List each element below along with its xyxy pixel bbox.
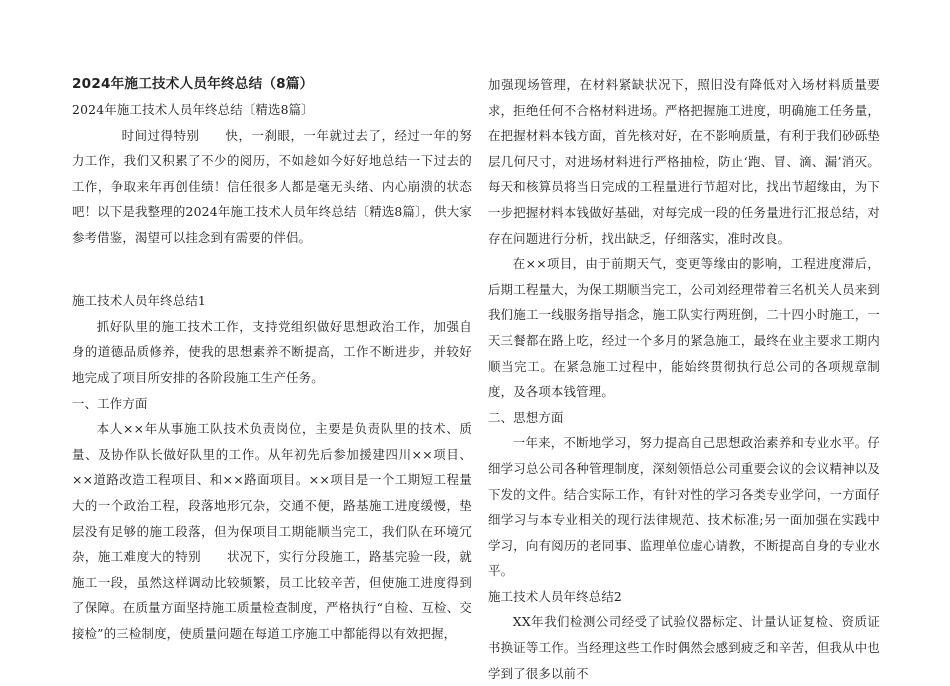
section1-paragraph: 抓好队里的施工技术工作，支持党组织做好思想政治工作，加强自身的道德品质修养，使我的思想素养不断提高，工作不断进步，并较好地完成了项目所安排的各阶段施工生产任务。 bbox=[72, 318, 472, 385]
intro-paragraph: 时间过得特别 快，一刹眼，一年就过去了，经过一年的努力工作，我们又积累了不少的阅历，不如趁如今好好地总结一下过去的工作，争取来年再创佳绩！信任很多人都是毫无头绪、内心崩溃的状态吧！以下是我整理的2024年施工技术人员年终总结〔精选8篇〕，供大家参考借鉴，渴望可以挂念到有需要的伴侣。 bbox=[72, 127, 472, 245]
section-heading-1: 施工技术人员年终总结1 bbox=[72, 293, 206, 309]
blank-line bbox=[72, 276, 472, 288]
part1-heading: 一、工作方面 bbox=[72, 395, 148, 411]
left-column bbox=[72, 72, 472, 646]
document-title: 2024年施工技术人员年终总结（8篇） bbox=[72, 76, 314, 92]
right-paragraph-2: 在××项目，由于前期天气，变更等缘由的影响，工程进度滞后，后期工程量大，为保工期顺当完工，公司刘经理带着三名机关人员来到我们施工一线服务指导指念，施工队实行两班倒，二十四小时施工，一天三餐都在路上吃，经过一个多月的紧急施工，最终在业主要求工期内顺当完工。在紧急施工过程中，能始终贯彻执行总公司的各项规章制度，及各项本钱管理。 bbox=[488, 256, 880, 400]
part2-heading: 二、思想方面 bbox=[488, 409, 564, 425]
right-paragraph-1: 加强现场管理，在材料紧缺状况下，照旧没有降低对入场材料质量要求，拒绝任何不合格材料进场。严格把握施工进度，明确施工任务量，在把握材料本钱方面，首先核对好，在不影响质量，有利于我们砂砾垫层几何尺寸，对进场材料进行严格抽检，防止‘跑、冒、滴、漏’消灭。每天和核算员将当日完成的工程量进行节超对比，找出节超缘由，为下一步把握材料本钱做好基础，对每完成一段的任务量进行汇报总结，对存在问题进行分析，找出缺乏，仔细落实，准时改良。 bbox=[488, 77, 880, 246]
right-column bbox=[488, 72, 880, 686]
section2-paragraph: XX年我们检测公司经受了试验仪器标定、计量认证复检、资质证书换证等工作。当经理这些工作时偶然会感到疲乏和辛苦，但我从中也学到了很多以前不 bbox=[488, 614, 880, 681]
document-subtitle: 2024年施工技术人员年终总结〔精选8篇〕 bbox=[72, 102, 314, 117]
part1-paragraph: 本人××年从事施工队技术负责岗位，主要是负责队里的技术、质量、及协作队长做好队里的工作。从年初先后参加援建四川××项目、××道路改造工程项目、和××路面项目。××项目是一个工期短工程量大的一个政治工程，段落地形冗杂，交通不便，路基施工进度缓慢，垫层没有足够的施工段落，但为保项目工期能顺当完工，我们队在环境冗杂，施工难度大的特别 状况下，实行分段施工，路基完验一段，就施工一段，虽然这样调动比较频繁，员工比较辛苦，但使施工进度得到了保障。在质量方面坚持施工质量检查制度，严格执行“自检、互检、交接检”的三检制度，使质量问题在每道工序施工中都能得以有效把握， bbox=[72, 421, 472, 641]
section-heading-2: 施工技术人员年终总结2 bbox=[488, 588, 622, 604]
blank-line bbox=[72, 251, 472, 277]
part2-paragraph: 一年来，不断地学习，努力提高自己思想政治素养和专业水平。仔细学习总公司各种管理制度，深刻领悟总公司重要会议的会议精神以及下发的文件。结合实际工作，有针对性的学习各类专业学问，一方面仔细学习与本专业相关的现行法律规范、技术标准;另一面加强在实践中学习，向有阅历的老同事、监理单位虚心请教，不断提高自身的专业水平。 bbox=[488, 435, 880, 579]
